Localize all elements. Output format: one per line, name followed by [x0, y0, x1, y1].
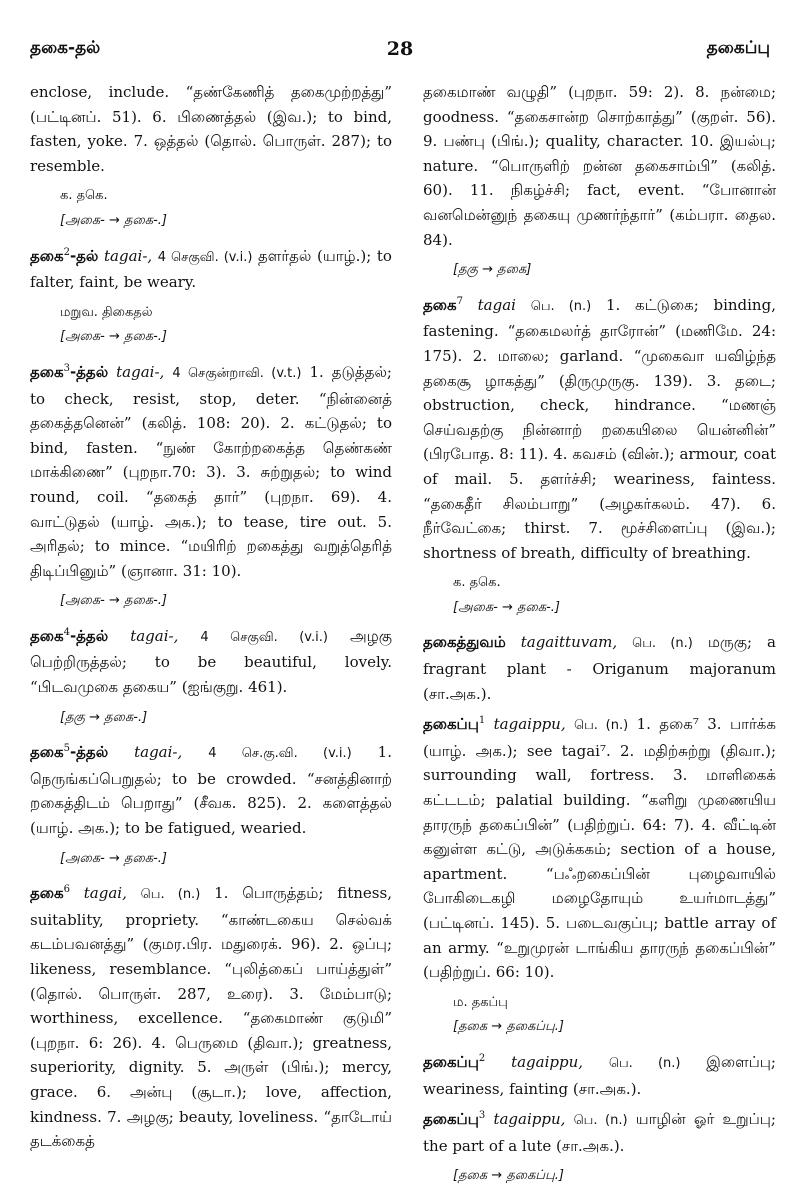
entry-body: 1. பொருத்தம்; fitness, suitablity, propriety. “காண்டகைய செல்வக் கடம்பவனத்து” (குமர.பிர. மதுரைக். 96). 2. ஒப்பு; likeness, resemblance. “புலித்கைப் பாய்த்துள்” (தொல். பொருள். 287, உரை). 3. மேம்பாடு; worthiness, excellence. “தகைமாண் குடுமி” (புறநா. 6: 26). 4. பெருமை (திவா.); greatness, superiority, dignity. 5. அருள் (பிங்.); mercy, grace. 6. அன்பு (சூடா.); love, affection, kindness. 7. அழகு; beauty, loveliness. “தாடோய் தடக்கைத்	[30, 884, 392, 1151]
headword: தகை	[30, 884, 64, 903]
etymology-note: [தகை → தகைப்பு.]	[453, 1019, 564, 1035]
entry-body: 1. நெருங்கப்பெறுதல்; to be crowded. “சனத்தினாற் றகைத்திடம் பெறாது” (சீவக. 825). 2. களைத்தல் (யாழ். அக.); to be fatigued, wearied.	[30, 743, 392, 838]
etymology-note: [அகை- → தகை-.]	[60, 212, 167, 228]
page-number: 28	[386, 38, 414, 60]
header-left-guideword: தகை-தல்	[30, 38, 101, 58]
transliteration: tagaittuvam,	[520, 633, 618, 652]
homonym-number: 2	[478, 1052, 486, 1064]
grammar-label: 4 செகுவி. (v.i.)	[200, 629, 328, 645]
headword-suffix: -த்தல்	[69, 626, 109, 645]
dictionary-entry	[423, 712, 776, 985]
entry-body: மருகு; a fragrant plant - Origanum majoranum (சா.அக.).	[423, 633, 776, 703]
dictionary-entry	[30, 244, 392, 295]
homonym-number: 2	[63, 246, 70, 258]
transliteration: tagai-,	[104, 246, 153, 265]
entry-body: தகைமாண் வழுதி” (புறநா. 59: 2). 8. நன்மை; goodness. “தகைசான்ற சொற்காத்து” (குறள். 56). 9. பண்பு (பிங்.); quality, character. 10. இயல்பு; nature. “பொருளிற் றன்ன தகைசாம்பி” (கலித். 60). 11. நிகழ்ச்சி; fact, event. “போனான் வனமென்னுந் தகையு முணர்ந்தார்” (கம்பரா. தைல. 84).	[423, 83, 776, 249]
etymology-note: [தகு → தகை]	[453, 262, 532, 278]
transliteration: tagaippu,	[493, 1110, 566, 1129]
grammar-label: பெ. (n.)	[140, 887, 201, 903]
headword: தகை	[30, 362, 64, 381]
dictionary-entry	[423, 1050, 776, 1101]
headword: தகைப்பு	[423, 1052, 479, 1071]
dictionary-entry	[423, 293, 776, 566]
etymology-note: [தகை → தகைப்பு.]	[453, 1168, 564, 1184]
etymology-note: [தகு → தகை-.]	[60, 709, 148, 725]
headword-suffix: -த்தல்	[69, 362, 109, 381]
headword: தகை	[423, 295, 457, 314]
headword-suffix: -த்தல்	[69, 743, 109, 762]
dictionary-entry	[423, 1107, 776, 1158]
entry-body: அழகு பெற்றிருத்தல்; to be beautiful, lovely. “பிடவமுகை தகைய” (ஐங்குறு. 461).	[30, 626, 392, 697]
entry-body: enclose, include. “தண்கேணித் தகைமுற்றத்து” (பட்டினப். 51). 6. பிணைத்தல் (இவ.); to bind, fasten, yoke. 7. ஒத்தல் (தொல். பொருள். 287); to resemble.	[30, 83, 392, 175]
headword: தகை	[30, 626, 64, 645]
etymology-note: [அகை- → தகை-.]	[60, 850, 167, 866]
headword: தகைத்துவம்	[423, 633, 506, 652]
transliteration: tagai	[477, 295, 516, 314]
transliteration: tagai-,	[134, 743, 183, 762]
homonym-number: 1	[478, 715, 486, 727]
entry-body: இளைப்பு; weariness, fainting (சா.அக.).	[423, 1052, 776, 1098]
entry-body: 1. தகை⁷ 3. பார்க்க (யாழ். அக.); see tagai⁷. 2. மதிற்சுற்று (திவா.); surrounding wall, fortress. 3. மாளிகைக் கட்டடம்; palatial building. “களிறு முணையிய தாரருந் தகைப்பின்” (பதிற்றுப். 64: 7). 4. வீட்டின் கனுள்ள கட்டு, அடுக்ககம்; section of a house, apartment. “பஃறகைப்பின் புழைவாயில் போகிடைகழி மழைதோயும் உயர்மாடத்து” (பட்டினப். 145). 5. படைவகுப்பு; battle array of an army. “உறுமுரன் டாங்கிய தாரருந் தகைப்பின்” (பதிற்றுப். 66: 10).	[423, 715, 776, 982]
grammar-label: பெ. (n.)	[530, 298, 592, 314]
dictionary-entry	[423, 630, 776, 706]
cognate-note: க. தகெ.	[60, 188, 108, 204]
transliteration: tagaippu,	[493, 715, 566, 734]
cognate-note: ம. தகப்பு	[453, 994, 508, 1010]
homonym-number: 4	[63, 626, 70, 638]
entry-body: யாழின் ஓர் உறுப்பு; the part of a lute (சா.அக.).	[423, 1110, 776, 1155]
transliteration: tagai-,	[130, 626, 179, 645]
grammar-label: பெ. (n.)	[608, 1055, 681, 1071]
entry-body: தளர்தல் (யாழ்.); to falter, faint, be weary.	[30, 246, 392, 292]
grammar-label: பெ. (n.)	[574, 718, 629, 734]
left-column	[30, 80, 392, 1160]
right-column	[423, 80, 776, 1199]
grammar-label: பெ. (n.)	[632, 636, 693, 652]
headword: தகைப்பு	[423, 715, 479, 734]
dictionary-entry	[30, 740, 392, 840]
etymology-note: [அகை- → தகை-.]	[60, 329, 167, 345]
homonym-number: 3	[63, 362, 70, 374]
homonym-number: 7	[456, 295, 463, 307]
headword-suffix: -தல்	[69, 246, 99, 265]
headword: தகை	[30, 743, 64, 762]
grammar-label: 4 செகுவி. (v.i.)	[157, 249, 253, 265]
header-right-guideword: தகைப்பு	[706, 38, 770, 58]
cognate-note: க. தகெ.	[453, 575, 501, 591]
page-header	[30, 38, 770, 68]
transliteration: tagai,	[83, 884, 127, 903]
grammar-label: 4 செ.கு.வி. (v.i.)	[208, 746, 352, 762]
etymology-note: [அகை- → தகை-.]	[60, 593, 167, 609]
entry-continued	[30, 80, 392, 178]
headword: தகைப்பு	[423, 1110, 479, 1129]
transliteration: tagai-,	[116, 362, 165, 381]
variant-note: மறுவ. திகைதல்	[60, 304, 153, 320]
transliteration: tagaippu,	[511, 1052, 584, 1071]
dictionary-entry	[30, 881, 392, 1154]
dictionary-entry	[30, 360, 392, 583]
grammar-label: பெ. (n.)	[573, 1113, 628, 1129]
entry-continued	[423, 80, 776, 252]
etymology-note: [அகை- → தகை-.]	[453, 599, 560, 615]
grammar-label: 4 செகுன்றாவி. (v.t.)	[172, 365, 302, 381]
headword: தகை	[30, 246, 64, 265]
entry-body: 1. கட்டுகை; binding, fastening. “தகைமலர்த் தாரோன்” (மணிமே. 24: 175). 2. மாலை; garland. “முகைவா யவிழ்ந்த தகைசூ ழாகத்து” (திருமுருகு. 139). 3. தடை; obstruction, check, hindrance. “மணஞ் செய்வதற்கு நின்னாற் றகையிலை யென்னின்” (பிரபோத. 8: 11). 4. கவசம் (வின்.); armour, coat of mail. 5. தளர்ச்சி; weariness, faintess. “தகைதீர் சிலம்பாறு” (அழகர்கலம். 47). 6. நீர்வேட்கை; thirst. 7. மூச்சிளைப்பு (இவ.); shortness of breath, difficulty of breathing.	[423, 295, 776, 562]
homonym-number: 6	[63, 884, 70, 896]
homonym-number: 3	[478, 1110, 486, 1122]
homonym-number: 5	[63, 743, 70, 755]
dictionary-entry	[30, 624, 392, 700]
entry-body: 1. தடுத்தல்; to check, resist, stop, deter. “நின்னைத் தகைத்தனென்” (கலித். 108: 20). 2. கட்டுதல்; to bind, fasten. “நுண் கோற்றகைத்த தெண்கண் மாக்கிணை” (புறநா.70: 3). 3. சுற்றுதல்; to wind round, coil. “தகைத் தார்” (புறநா. 69). 4. வாட்டுதல் (யாழ். அக.); to tease, tire out. 5. அரிதல்; to mince. “மயிரிற் றகைத்து வறுத்தெரித் திடிப்பினும்” (ஞானா. 31: 10).	[30, 362, 392, 580]
